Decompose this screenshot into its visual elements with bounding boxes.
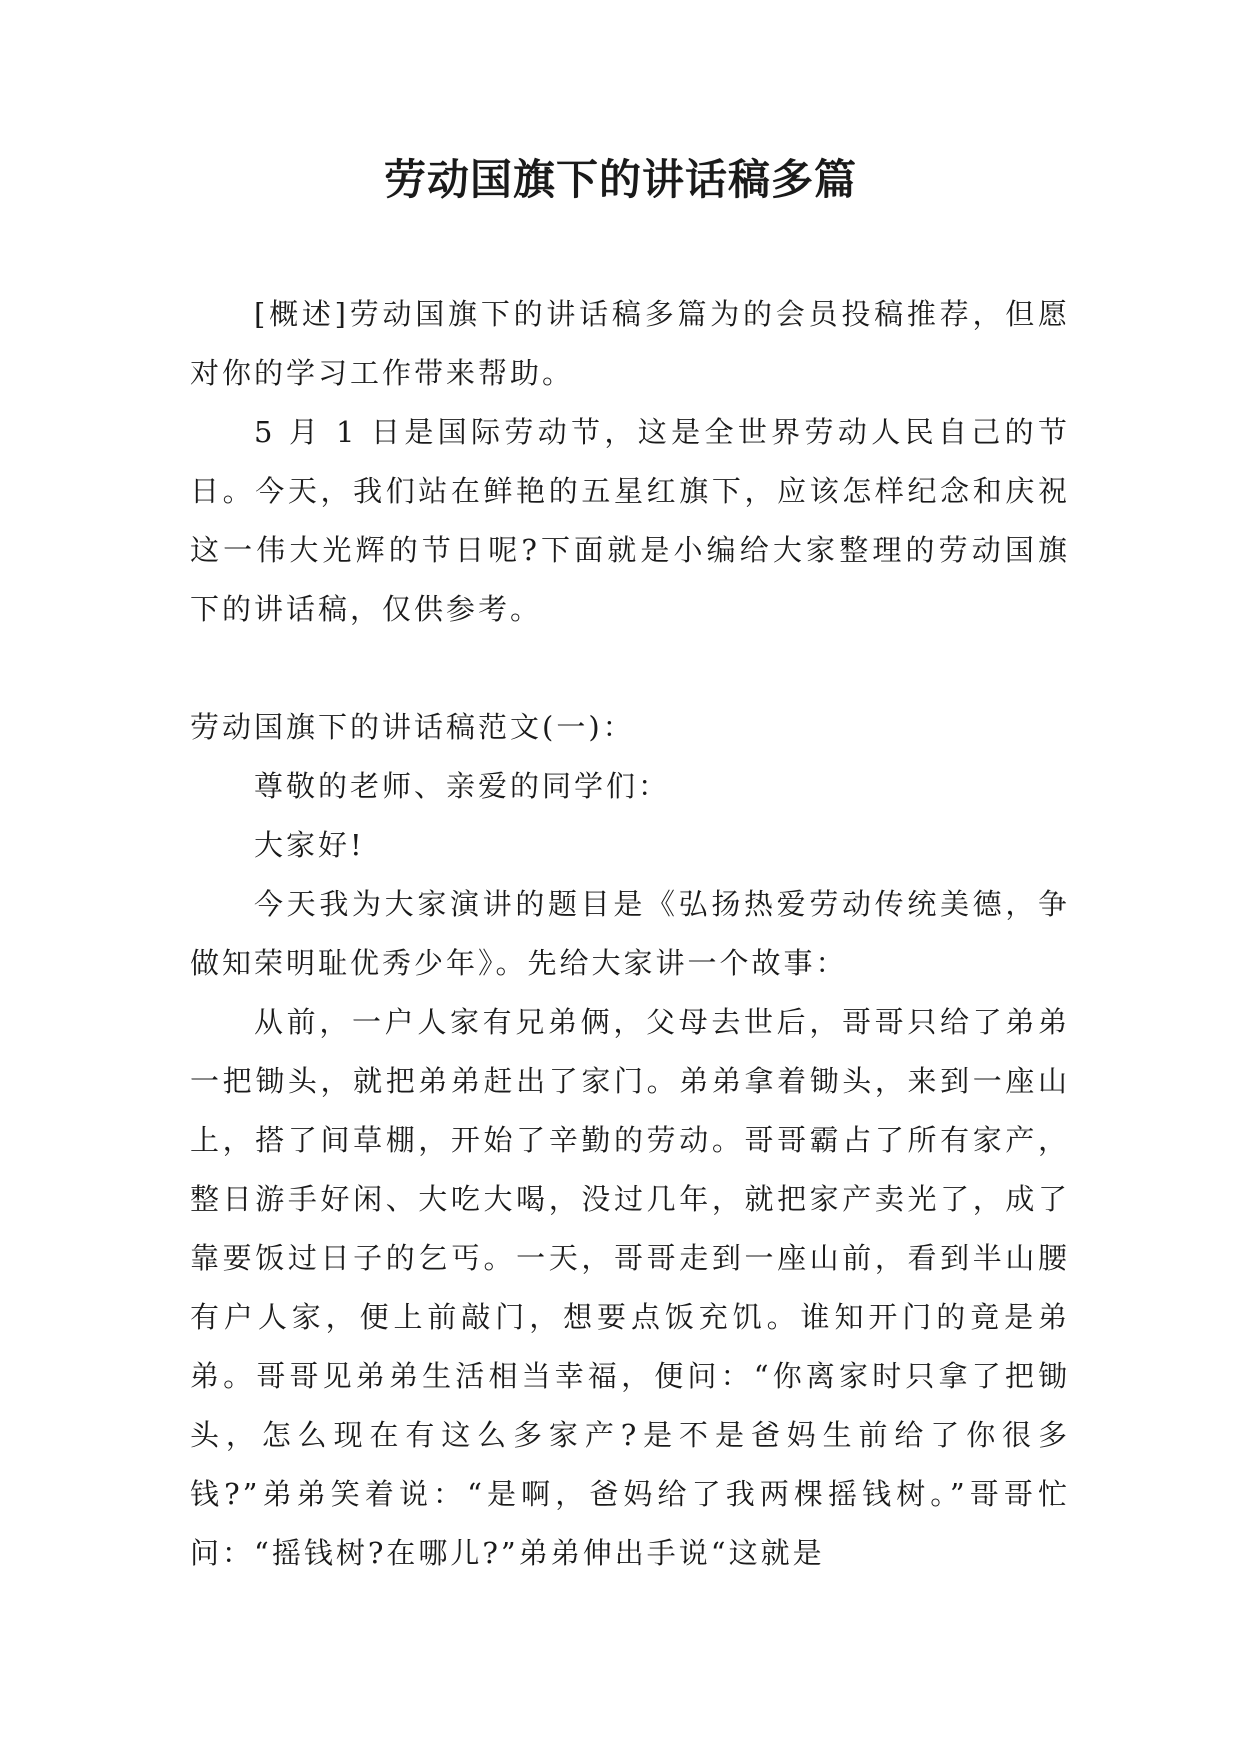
story-paragraph: 从前，一户人家有兄弟俩，父母去世后，哥哥只给了弟弟一把锄头，就把弟弟赶出了家门。弟弟拿着锄头，来到一座山上，搭了间草棚，开始了辛勤的劳动。哥哥霸占了所有家产，整日游手好闲、大吃大喝，没过几年，就把家产卖光了，成了靠要饭过日子的乞丐。一天，哥哥走到一座山前，看到半山腰有户人家，便上前敲门，想要点饭充饥。谁知开门的竟是弟弟。哥哥见弟弟生活相当幸福，便问：“你离家时只拿了把锄头，怎么现在有这么多家产?是不是爸妈生前给了你很多钱?”弟弟笑着说：“是啊，爸妈给了我两棵摇钱树。”哥哥忙问：“摇钱树?在哪儿?”弟弟伸出手说“这就是: [190, 1005, 1070, 1570]
greeting-paragraph: 大家好!: [254, 828, 365, 862]
salutation-paragraph: 尊敬的老师、亲爱的同学们：: [254, 769, 671, 803]
intro-paragraph: 5 月 1 日是国际劳动节，这是全世界劳动人民自己的节日。今天，我们站在鲜艳的五星红旗下，应该怎样纪念和庆祝这一伟大光辉的节日呢?下面就是小编给大家整理的劳动国旗下的讲话稿，仅供参考。: [190, 415, 1070, 626]
topic-paragraph: 今天我为大家演讲的题目是《弘扬热爱劳动传统美德，争做知荣明耻优秀少年》。先给大家讲一个故事：: [190, 887, 1070, 980]
document-body: [190, 285, 1070, 1583]
summary-paragraph: [概述]劳动国旗下的讲话稿多篇为的会员投稿推荐，但愿对你的学习工作带来帮助。: [190, 297, 1070, 390]
section-heading: 劳动国旗下的讲话稿范文(一)：: [190, 710, 635, 744]
document-title: 劳动国旗下的讲话稿多篇: [383, 155, 857, 204]
